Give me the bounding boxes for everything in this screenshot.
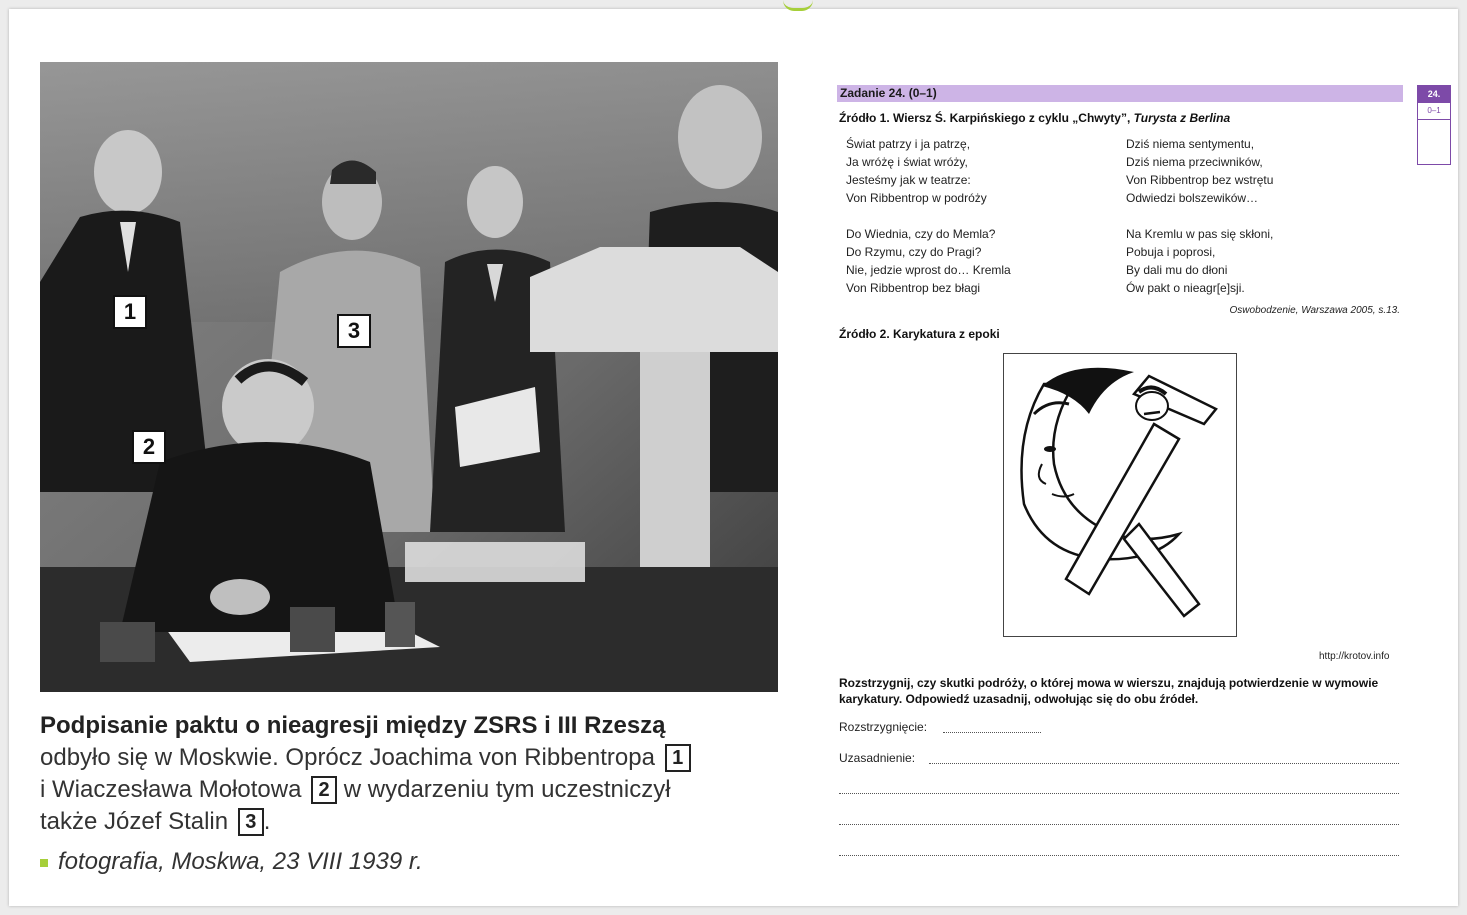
score-box-number: 24. — [1418, 86, 1450, 103]
photo-marker-1: 1 — [113, 295, 147, 329]
justification-answer-line-2[interactable] — [839, 793, 1399, 794]
poem-line: Ja wróżę i świat wróży, — [846, 155, 968, 169]
caricature-source-url: http://krotov.info — [1319, 651, 1390, 662]
caption-box-3: 3 — [238, 808, 264, 836]
justification-label: Uzasadnienie: — [839, 751, 916, 765]
caption-title: Podpisanie paktu o nieagresji między ZSRS i III Rzeszą — [40, 712, 666, 739]
source-1-title-italic: Turysta z Berlina — [1133, 111, 1231, 125]
poem-line: Jesteśmy jak w teatrze: — [846, 173, 971, 187]
poem-line: Von Ribbentrop bez wstrętu — [1126, 173, 1274, 187]
poem-line: Na Kremlu w pas się skłoni, — [1126, 227, 1274, 241]
photo-source — [40, 848, 423, 876]
caption-line-4 — [40, 806, 760, 838]
caption-text: także Józef Stalin — [40, 808, 229, 835]
source-1-title — [839, 111, 1230, 125]
poem-line: Von Ribbentrop bez błagi — [846, 281, 981, 295]
caption-line-3 — [40, 774, 760, 806]
poem-line: Świat patrzy i ja patrzę, — [846, 137, 971, 151]
justification-answer-line-4[interactable] — [839, 855, 1399, 856]
caption-box-1: 1 — [665, 744, 691, 772]
poem-line: Do Wiednia, czy do Memla? — [846, 227, 996, 241]
caption-text: i Wiaczesława Mołotowa — [40, 776, 302, 803]
poem-citation: Oswobodzenie, Warszawa 2005, s.13. — [1229, 305, 1400, 316]
source-2-title: Źródło 2. Karykatura z epoki — [839, 327, 1000, 341]
caricature-drawing — [1004, 354, 1235, 635]
photo-illustration — [40, 62, 778, 692]
decision-label: Rozstrzygnięcie: — [839, 720, 928, 734]
task-instruction: Rozstrzygnij, czy skutki podróży, o której mowa w wierszu, znajdują potwierdzenie w wymowie karykatury. Odpowiedź uzasadnij, odwołując się do obu źródeł. — [839, 676, 1379, 706]
poem-stanza — [846, 225, 1011, 297]
poem-line: Odwiedzi bolszewików… — [1126, 191, 1259, 205]
poem-line: Do Rzymu, czy do Pragi? — [846, 245, 982, 259]
task-header: Zadanie 24. (0–1) — [837, 85, 1403, 102]
poem-line: Von Ribbentrop w podróży — [846, 191, 987, 205]
poem-line: By dali mu do dłoni — [1126, 263, 1228, 277]
caricature-image — [1003, 353, 1237, 637]
poem-line: Ów pakt o nieagr[e]sji. — [1126, 281, 1245, 295]
poem-column-left — [846, 135, 1011, 315]
poem-stanza — [1126, 135, 1273, 207]
score-box-points: 0–1 — [1418, 103, 1450, 120]
poem-line: Dziś niema przeciwników, — [1126, 155, 1263, 169]
poem-column-right — [1126, 135, 1273, 315]
caption-box-2: 2 — [311, 776, 337, 804]
poem-line: Pobuja i poprosi, — [1126, 245, 1216, 259]
photo-source-text: fotografia, Moskwa, 23 VIII 1939 r. — [58, 848, 423, 875]
photo-marker-2: 2 — [132, 430, 166, 464]
poem-line: Nie, jedzie wprost do… Kremla — [846, 263, 1011, 277]
photo-caption — [40, 710, 760, 838]
bullet-square-icon — [40, 859, 48, 867]
score-box — [1417, 85, 1451, 165]
caption-text: odbyło się w Moskwie. Oprócz Joachima von Ribbentropa — [40, 744, 655, 771]
justification-answer-line-3[interactable] — [839, 824, 1399, 825]
decision-answer-field[interactable] — [943, 732, 1041, 733]
justification-answer-line-1[interactable] — [929, 763, 1399, 764]
caption-text: w wydarzeniu tym uczestniczył — [343, 776, 671, 803]
photo-marker-3: 3 — [337, 314, 371, 348]
poem-line: Dziś niema sentymentu, — [1126, 137, 1255, 151]
poem-stanza — [846, 135, 1011, 207]
historical-photograph — [40, 62, 778, 692]
poem-stanza — [1126, 225, 1273, 297]
caption-line-2 — [40, 742, 760, 774]
source-1-title-text: Źródło 1. Wiersz Ś. Karpińskiego z cyklu „Chwyty”, — [839, 111, 1131, 125]
caption-period: . — [263, 808, 271, 835]
